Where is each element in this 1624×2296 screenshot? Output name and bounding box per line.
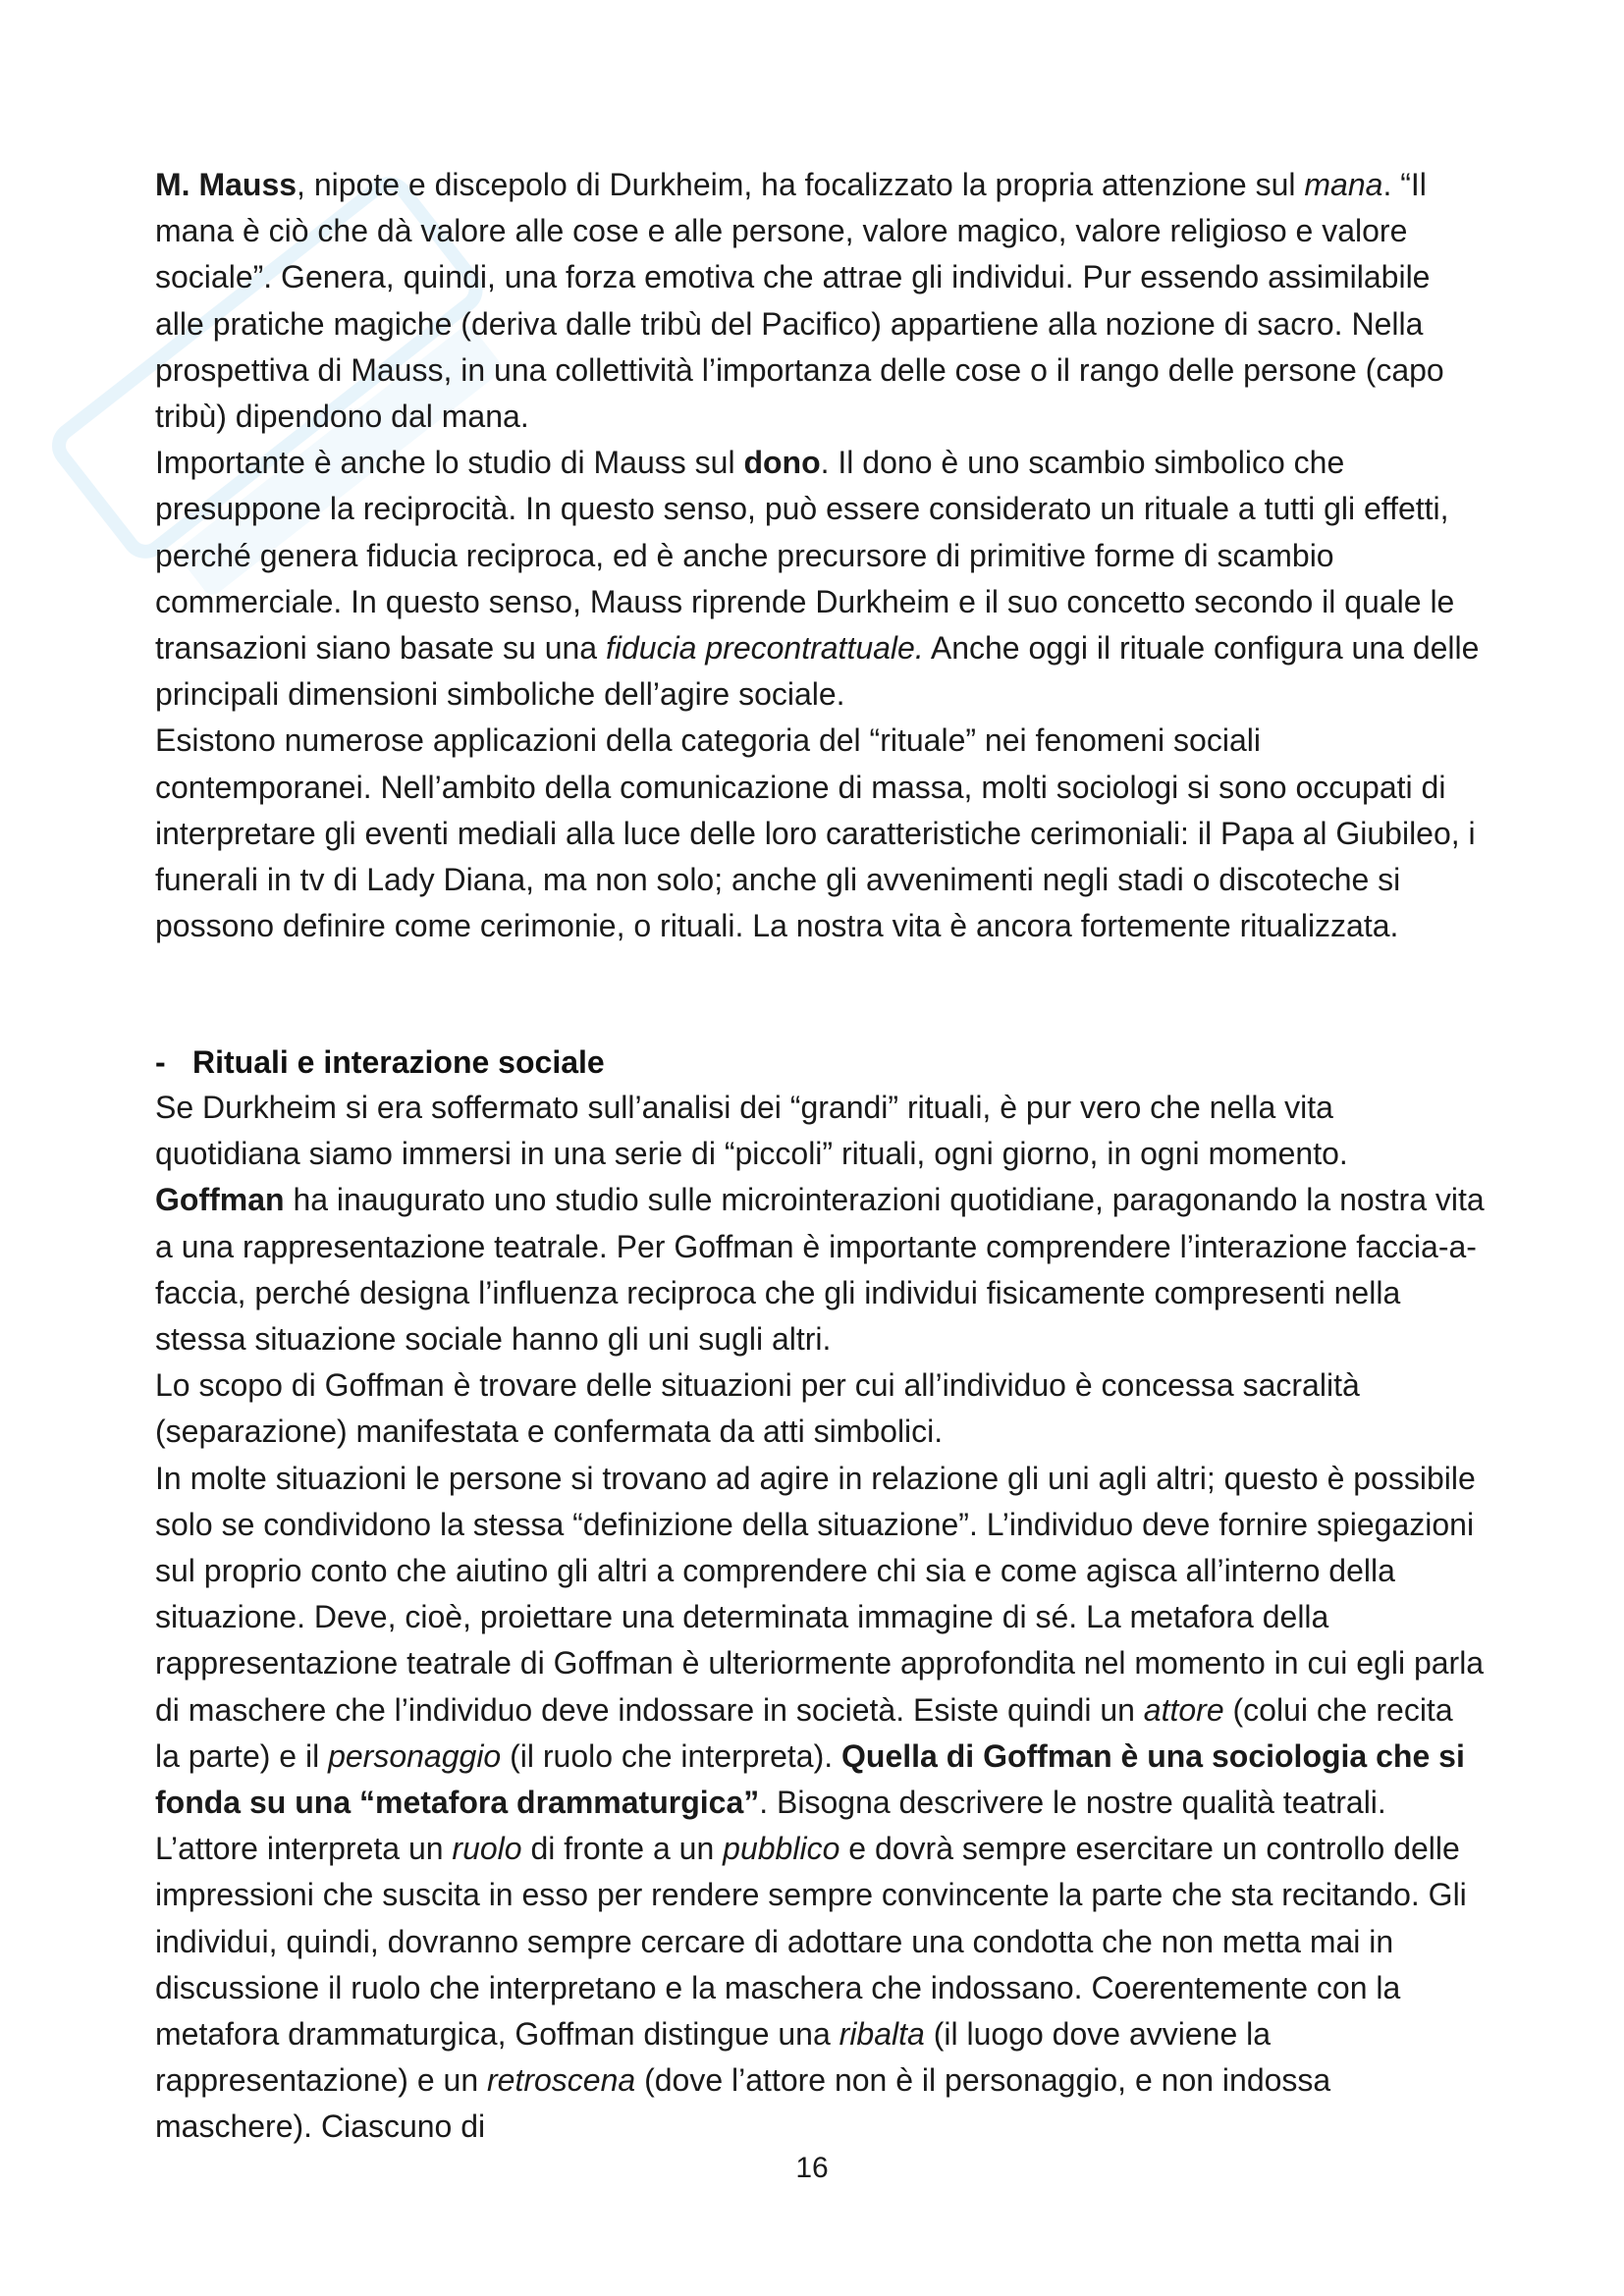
paragraph-goffman-intro (155, 1085, 1486, 1362)
text-run: . Il dono è uno scambio simbolico che presuppone la reciprocità. In questo senso, può essere considerato un rituale a tutti gli effetti, perché genera fiducia reciproca, ed è anche precursore di primitive forme di scambio commerciale. In questo senso, Mauss riprende Durkheim e il suo concetto secondo il quale le transazioni siano basate su una (155, 445, 1455, 667)
heading-dash: - (155, 1044, 166, 1080)
text-section-mauss (155, 162, 1486, 949)
paragraph-rituale-contemporaneo (155, 718, 1486, 949)
paragraph-mana (155, 162, 1486, 440)
text-section-goffman (155, 1085, 1486, 2151)
text-run: ribalta (839, 2016, 925, 2053)
text-run: . Bisogna descrivere le nostre qualità teatrali. L’attore interpreta un (155, 1785, 1386, 1867)
text-run: . “Il mana è ciò che dà valore alle cose e alle persone, valore magico, valore religioso e valore sociale”. Genera, quindi, una forza emotiva che attrae gli individui. Pur essendo assimilabile alle pratiche magiche (deriva dalle tribù del Pacifico) appartiene alla nozione di sacro. Nella prospettiva di Mauss, in una collettività l’importanza delle cose o il rango delle persone (capo tribù) dipendono dal mana. (155, 167, 1444, 435)
text-run: Importante è anche lo studio di Mauss sul (155, 445, 744, 481)
text-run: In molte situazioni le persone si trovano ad agire in relazione gli uni agli altri; questo è possibile solo se condividono la stessa “definizione della situazione”. L’individuo deve fornire spiegazioni sul proprio conto che aiutino gli altri a comprendere chi sia e come agisca all’interno della situazione. Deve, cioè, proiettare una determinata immagine di sé. La metafora della rappresentazione teatrale di Goffman è ulteriormente approfondita nel momento in cui egli parla di maschere che l’individuo deve indossare in società. Esiste quindi un (155, 1460, 1485, 1728)
text-run: personaggio (328, 1737, 502, 1774)
text-run: ruolo (452, 1831, 522, 1867)
text-run: , nipote e discepolo di Durkheim, ha focalizzato la propria attenzione sul (297, 167, 1305, 202)
text-run: (dove l’attore non è il personaggio, e non indossa maschere). Ciascuno di (155, 2062, 1331, 2145)
text-run: (il ruolo che interpreta). (501, 1737, 842, 1774)
text-run: ha inaugurato uno studio sulle microinterazioni quotidiane, paragonando la nostra vita a una rappresentazione teatrale. Per Goffman è importante comprendere l’interazione faccia-a-faccia, perché designa l’influenza reciproca che gli individui fisicamente compresenti nella stessa situazione sociale hanno gli uni sugli altri. (155, 1182, 1485, 1358)
text-run: pubblico (723, 1831, 840, 1867)
paragraph-goffman-metafora (155, 1456, 1486, 2151)
text-run: Quella di Goffman è una sociologia che si fonda su una “metafora drammaturgica” (155, 1737, 1465, 1821)
text-run: retroscena (487, 2062, 636, 2099)
text-run: e dovrà sempre esercitare un controllo delle impressioni che suscita in esso per rendere sempre convincente la parte che sta recitando. Gli individui, quindi, dovranno sempre cercare di adottare una condotta che non metta mai in discussione il ruolo che interpretano e la maschera che indossano. Coerentemente con la metafora drammaturgica, Goffman distingue una (155, 1831, 1467, 2053)
text-run: Esistono numerose applicazioni della categoria del “rituale” nei fenomeni sociali contemporanei. Nell’ambito della comunicazione di massa, molti sociologi si sono occupati di interpretare gli eventi mediali alla luce delle loro caratteristiche cerimoniali: il Papa al Giubileo, i funerali in tv di Lady Diana, ma non solo; anche gli avvenimenti negli stadi o discoteche si possono definire come cerimonie, o rituali. La nostra vita è ancora fortemente ritualizzata. (155, 722, 1476, 944)
text-run: Lo scopo di Goffman è trovare delle situazioni per cui all’individuo è concessa sacralità (separazione) manifestata e confermata da atti simbolici. (155, 1367, 1360, 1450)
text-run: Goffman (155, 1182, 285, 1218)
heading-title: Rituali e interazione sociale (192, 1044, 605, 1080)
text-run: fiducia precontrattuale. (605, 630, 924, 667)
text-run: Anche oggi il rituale configura una delle principali dimensioni simboliche dell’agire sociale. (155, 630, 1480, 713)
section-heading (155, 1040, 605, 1086)
text-run: dono (743, 445, 821, 481)
text-run: (il luogo dove avviene la rappresentazione) e un (155, 2016, 1272, 2099)
text-run: Se Durkheim si era soffermato sull’analisi dei “grandi” rituali, è pur vero che nella vita quotidiana siamo immersi in una serie di “piccoli” rituali, ogni giorno, in ogni momento. (155, 1090, 1348, 1172)
page-number: 16 (795, 2152, 829, 2184)
text-run: di fronte a un (521, 1831, 724, 1867)
paragraph-goffman-scopo (155, 1362, 1486, 1455)
text-run: (colui che recita la parte) e il (155, 1691, 1453, 1774)
text-run: M. Mauss (155, 167, 298, 202)
text-run: mana (1304, 167, 1383, 202)
text-run: attore (1143, 1691, 1224, 1728)
paragraph-dono (155, 440, 1486, 718)
